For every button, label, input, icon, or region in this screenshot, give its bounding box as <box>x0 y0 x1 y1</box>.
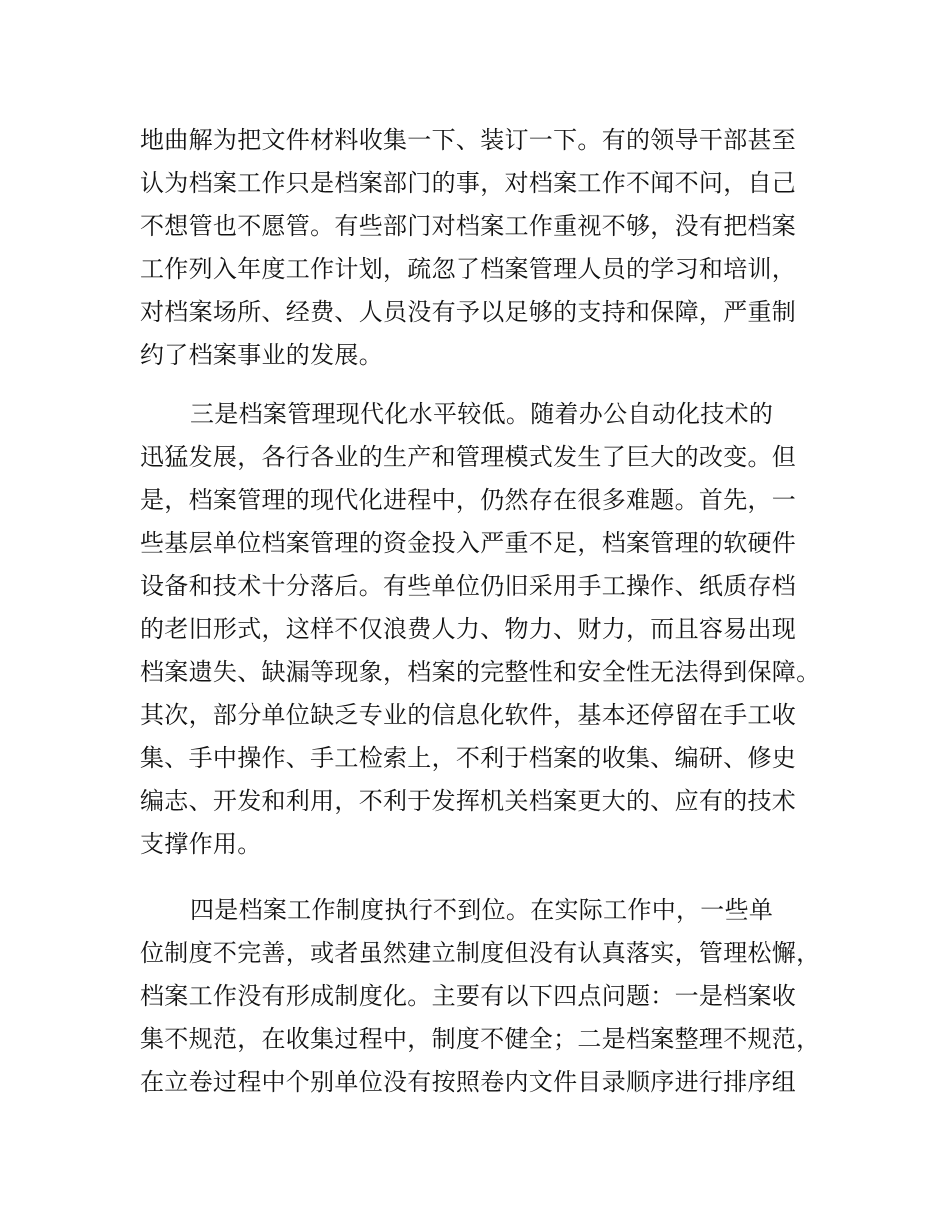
text-line: 档案工作没有形成制度化。主要有以下四点问题：一是档案收 <box>140 982 797 1010</box>
text-line: 设备和技术十分落后。有些单位仍旧采用手工操作、纸质存档 <box>140 572 797 600</box>
text-line: 对档案场所、经费、人员没有予以足够的支持和保障，严重制 <box>140 298 797 326</box>
text-line: 认为档案工作只是档案部门的事，对档案工作不闻不问，自己 <box>140 169 797 197</box>
paragraph-1 <box>140 119 840 377</box>
text-line: 编志、开发和利用，不利于发挥机关档案更大的、应有的技术 <box>140 787 797 815</box>
text-line: 迅猛发展，各行各业的生产和管理模式发生了巨大的改变。但 <box>140 443 797 471</box>
text-line: 位制度不完善，或者虽然建立制度但没有认真落实，管理松懈， <box>140 939 821 967</box>
text-line-indented: 三是档案管理现代化水平较低。随着办公自动化技术的 <box>190 400 774 428</box>
text-line: 不想管也不愿管。有些部门对档案工作重视不够，没有把档案 <box>140 212 797 240</box>
text-line: 集、手中操作、手工检索上，不利于档案的收集、编研、修史 <box>140 744 797 772</box>
text-line: 的老旧形式，这样不仅浪费人力、物力、财力，而且容易出现 <box>140 615 797 643</box>
text-line: 集不规范，在收集过程中，制度不健全；二是档案整理不规范， <box>140 1025 821 1053</box>
text-line: 些基层单位档案管理的资金投入严重不足，档案管理的软硬件 <box>140 529 797 557</box>
text-line: 是，档案管理的现代化进程中，仍然存在很多难题。首先，一 <box>140 486 797 514</box>
paragraph-2 <box>140 393 840 866</box>
text-line: 支撑作用。 <box>140 830 262 858</box>
text-line: 其次，部分单位缺乏专业的信息化软件，基本还停留在手工收 <box>140 701 797 729</box>
text-line: 在立卷过程中个别单位没有按照卷内文件目录顺序进行排序组 <box>140 1068 797 1096</box>
text-line-indented: 四是档案工作制度执行不到位。在实际工作中，一些单 <box>190 896 774 924</box>
text-line: 地曲解为把文件材料收集一下、装订一下。有的领导干部甚至 <box>140 126 797 154</box>
text-line: 档案遗失、缺漏等现象，档案的完整性和安全性无法得到保障。 <box>140 658 821 686</box>
text-line: 约了档案事业的发展。 <box>140 341 383 369</box>
text-line: 工作列入年度工作计划，疏忽了档案管理人员的学习和培训， <box>140 255 797 283</box>
paragraph-3 <box>140 889 840 1104</box>
